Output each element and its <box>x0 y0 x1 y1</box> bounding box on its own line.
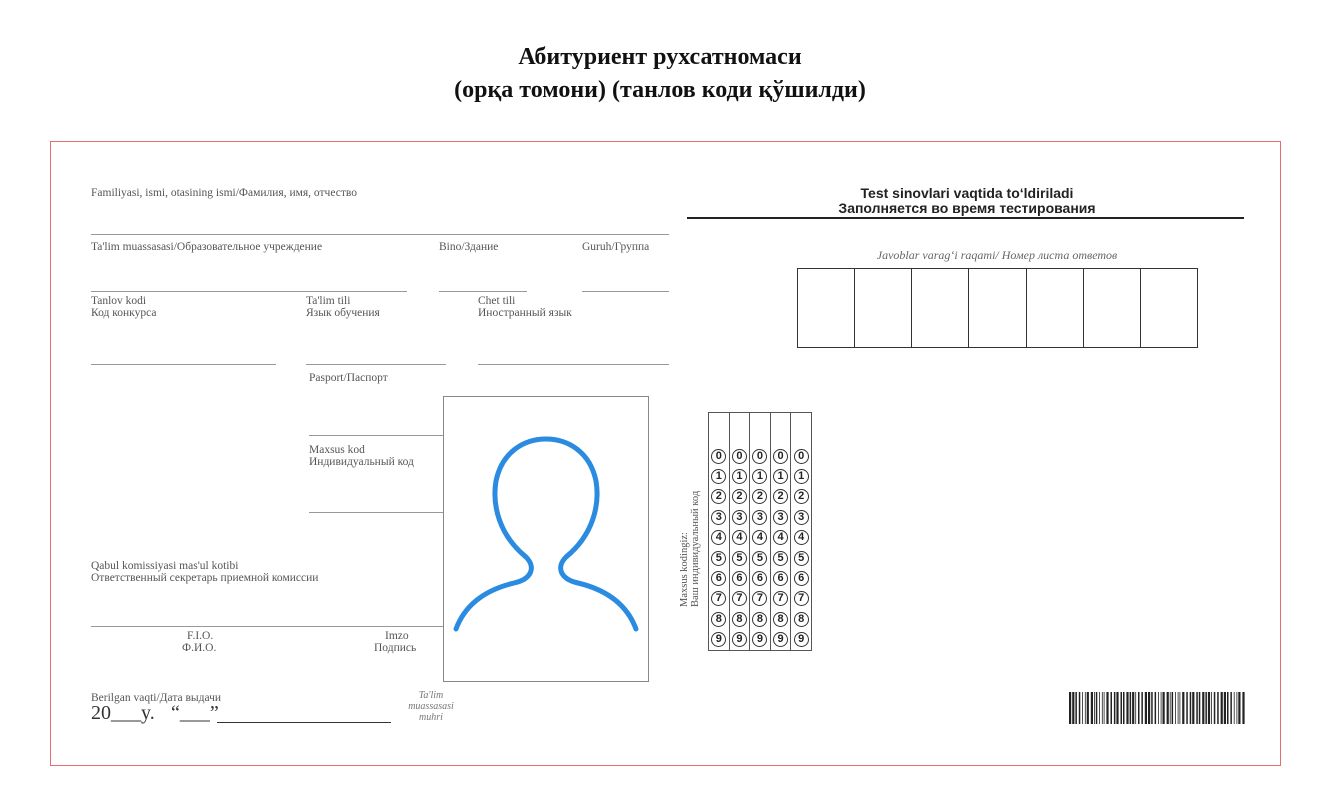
barcode-bar <box>1158 692 1159 724</box>
page-subtitle: (орқа томони) (танлов коди қўшилди) <box>454 77 866 103</box>
digit-box[interactable] <box>1141 269 1197 347</box>
barcode-bar <box>1163 692 1165 724</box>
digit-bubble[interactable]: 0 <box>752 449 767 464</box>
barcode-bar <box>1145 692 1147 724</box>
edu-lang-label: Ta'lim tili <box>306 295 351 307</box>
digit-bubble[interactable]: 2 <box>752 489 767 504</box>
person-silhouette-icon <box>444 397 648 681</box>
committee-line[interactable] <box>91 626 443 627</box>
barcode-bar <box>1075 692 1077 724</box>
digit-bubble[interactable]: 6 <box>794 571 809 586</box>
barcode-bar <box>1175 692 1176 724</box>
barcode-bar <box>1230 692 1232 724</box>
barcode-bar <box>1199 692 1201 724</box>
barcode-bar <box>1238 692 1240 724</box>
bubble-row <box>708 548 812 568</box>
testing-title: Test sinovlari vaqtida to‘ldiriladi <box>860 185 1074 201</box>
stamp-label-1: Ta'lim <box>418 690 444 701</box>
digit-bubble[interactable]: 8 <box>794 612 809 627</box>
barcode-bar <box>1141 692 1143 724</box>
digit-bubble[interactable]: 0 <box>711 449 726 464</box>
bubble-row <box>708 507 812 527</box>
digit-bubble[interactable]: 9 <box>773 632 788 647</box>
digit-bubble[interactable]: 6 <box>773 571 788 586</box>
answer-sheet-label: Javoblar varag‘i raqami/ Номер листа ответов <box>876 248 1118 262</box>
fio-label: F.I.O. <box>187 630 214 642</box>
barcode-bar <box>1132 692 1134 724</box>
digit-bubble[interactable]: 7 <box>752 591 767 606</box>
issue-date-line[interactable] <box>217 722 391 723</box>
digit-bubble[interactable]: 5 <box>752 551 767 566</box>
bubble-row <box>708 630 812 650</box>
digit-bubble[interactable]: 9 <box>752 632 767 647</box>
barcode-bar <box>1211 692 1212 724</box>
barcode-bar <box>1114 692 1116 724</box>
committee-label: Qabul komissiyasi mas'ul kotibi <box>91 560 239 572</box>
digit-bubble[interactable]: 1 <box>752 469 767 484</box>
barcode-bar <box>1116 692 1118 724</box>
stamp-label-2: muassasasi <box>408 701 454 712</box>
special-code-label-ru: Индивидуальный код <box>309 456 414 468</box>
group-line[interactable] <box>582 291 669 292</box>
grid-label-line1: Maxsus kodingiz: <box>679 532 690 607</box>
digit-bubble[interactable]: 9 <box>794 632 809 647</box>
fullname-line[interactable] <box>91 234 669 235</box>
barcode-bar <box>1190 692 1192 724</box>
barcode-bar <box>1227 692 1229 724</box>
digit-bubble[interactable]: 3 <box>711 510 726 525</box>
barcode-bar <box>1087 692 1089 724</box>
digit-bubble[interactable]: 4 <box>773 530 788 545</box>
digit-bubble[interactable]: 3 <box>794 510 809 525</box>
digit-box[interactable] <box>1084 269 1141 347</box>
digit-bubble[interactable]: 1 <box>732 469 747 484</box>
barcode-bar <box>1237 692 1238 724</box>
barcode-bar <box>1172 692 1174 724</box>
barcode-bar <box>1138 692 1140 724</box>
barcode-bar <box>1178 692 1179 724</box>
building-label: Bino/Здание <box>439 241 499 253</box>
barcode-bar <box>1161 692 1162 724</box>
barcode-bar <box>1130 692 1132 724</box>
digit-bubble[interactable]: 8 <box>773 612 788 627</box>
special-code-line[interactable] <box>309 512 443 513</box>
barcode-bar <box>1217 692 1219 724</box>
permit-card <box>50 141 1281 766</box>
digit-bubble[interactable]: 8 <box>752 612 767 627</box>
foreign-lang-label: Chet tili <box>478 295 516 307</box>
barcode-bar <box>1205 692 1207 724</box>
barcode-bar <box>1234 692 1235 724</box>
bubble-row <box>708 446 812 466</box>
digit-bubble[interactable]: 2 <box>773 489 788 504</box>
signature-label: Imzo <box>385 630 409 642</box>
digit-bubble[interactable]: 2 <box>732 489 747 504</box>
barcode-bar <box>1091 692 1093 724</box>
barcode-bar <box>1214 692 1216 724</box>
barcode-bar <box>1202 692 1204 724</box>
digit-bubble[interactable]: 4 <box>711 530 726 545</box>
digit-bubble[interactable]: 7 <box>773 591 788 606</box>
foreign-lang-line[interactable] <box>478 364 669 365</box>
barcode-bar <box>1102 692 1103 724</box>
passport-label: Pasport/Паспорт <box>309 372 388 384</box>
digit-box[interactable] <box>855 269 912 347</box>
barcode-bar <box>1072 692 1074 724</box>
digit-box[interactable] <box>969 269 1026 347</box>
passport-line[interactable] <box>309 435 443 436</box>
barcode <box>1069 692 1247 724</box>
barcode-bar <box>1121 692 1123 724</box>
digit-bubble[interactable]: 4 <box>794 530 809 545</box>
digit-bubble[interactable]: 4 <box>752 530 767 545</box>
barcode-bar <box>1167 692 1169 724</box>
contest-code-label: Tanlov kodi <box>91 295 147 307</box>
barcode-bar <box>1242 692 1244 724</box>
digit-box[interactable] <box>798 269 855 347</box>
bubble-row <box>708 528 812 548</box>
digit-bubble[interactable]: 7 <box>794 591 809 606</box>
barcode-bar <box>1111 692 1113 724</box>
issue-date-year: 20___y. <box>91 702 155 724</box>
barcode-bar <box>1104 692 1105 724</box>
digit-bubble[interactable]: 6 <box>732 571 747 586</box>
fullname-label: Familiyasi, ismi, otasining ismi/Фамилия, имя, отчество <box>91 187 357 199</box>
digit-bubble[interactable]: 5 <box>732 551 747 566</box>
testing-title-ru: Заполняется во время тестирования <box>838 200 1096 216</box>
digit-bubble[interactable]: 6 <box>752 571 767 586</box>
digit-box[interactable] <box>912 269 969 347</box>
digit-bubble[interactable]: 7 <box>732 591 747 606</box>
stamp-label-3: muhri <box>419 712 443 723</box>
special-code-bubble-grid[interactable] <box>708 412 812 651</box>
digit-bubble[interactable]: 9 <box>732 632 747 647</box>
fio-label-ru: Ф.И.О. <box>182 642 217 654</box>
institution-line[interactable] <box>91 291 407 292</box>
contest-code-line[interactable] <box>91 364 276 365</box>
bubble-row <box>708 487 812 507</box>
digit-bubble[interactable]: 5 <box>711 551 726 566</box>
signature-label-ru: Подпись <box>374 642 417 654</box>
barcode-bar <box>1099 692 1100 724</box>
barcode-bar <box>1186 692 1188 724</box>
barcode-bar <box>1082 692 1083 724</box>
issue-date-label: Berilgan vaqti/Дата выдачи <box>91 692 222 704</box>
digit-bubble[interactable]: 8 <box>732 612 747 627</box>
building-line[interactable] <box>439 291 527 292</box>
barcode-bar <box>1123 692 1125 724</box>
special-code-grid-label <box>679 491 701 607</box>
bubble-row <box>708 589 812 609</box>
committee-label-ru: Ответственный секретарь приемной комиссии <box>91 572 319 584</box>
digit-bubble[interactable]: 0 <box>732 449 747 464</box>
digit-bubble[interactable]: 1 <box>773 469 788 484</box>
bubble-row <box>708 568 812 588</box>
digit-bubble[interactable]: 1 <box>711 469 726 484</box>
digit-bubble[interactable]: 4 <box>732 530 747 545</box>
barcode-bar <box>1126 692 1128 724</box>
special-code-label: Maxsus kod <box>309 444 365 456</box>
barcode-bar <box>1148 692 1150 724</box>
answer-sheet-number-boxes[interactable] <box>797 268 1198 348</box>
barcode-bar <box>1224 692 1226 724</box>
barcode-bar <box>1085 692 1086 724</box>
barcode-bar <box>1096 692 1098 724</box>
barcode-bar <box>1079 692 1081 724</box>
grid-entry-cells <box>708 412 812 446</box>
barcode-bar <box>1106 692 1108 724</box>
grid-label-line2: Ваш индивидуальный код <box>690 490 701 607</box>
digit-bubble[interactable]: 3 <box>732 510 747 525</box>
digit-bubble[interactable]: 7 <box>711 591 726 606</box>
barcode-bar <box>1155 692 1157 724</box>
barcode-bar <box>1180 692 1181 724</box>
photo-area[interactable] <box>443 396 649 682</box>
bubble-row <box>708 466 812 486</box>
barcode-bar <box>1196 692 1198 724</box>
barcode-bar <box>1151 692 1153 724</box>
testing-divider <box>687 217 1244 219</box>
page-title: Абитуриент рухсатномаси <box>518 44 802 70</box>
edu-lang-line[interactable] <box>306 364 446 365</box>
digit-box[interactable] <box>1027 269 1084 347</box>
digit-bubble[interactable]: 3 <box>773 510 788 525</box>
foreign-lang-label-ru: Иностранный язык <box>478 307 572 319</box>
barcode-bar <box>1192 692 1194 724</box>
digit-bubble[interactable]: 8 <box>711 612 726 627</box>
digit-bubble[interactable]: 0 <box>794 449 809 464</box>
contest-code-label-ru: Код конкурса <box>91 307 157 319</box>
digit-bubble[interactable]: 2 <box>711 489 726 504</box>
group-label: Guruh/Группа <box>582 241 650 253</box>
digit-bubble[interactable]: 3 <box>752 510 767 525</box>
issue-date-day: “___” <box>171 702 219 724</box>
barcode-bar <box>1135 692 1136 724</box>
edu-lang-label-ru: Язык обучения <box>306 307 380 319</box>
barcode-bar <box>1221 692 1223 724</box>
digit-bubble[interactable]: 1 <box>794 469 809 484</box>
bubble-row <box>708 609 812 629</box>
barcode-bar <box>1069 692 1071 724</box>
barcode-bar <box>1182 692 1184 724</box>
digit-bubble[interactable]: 6 <box>711 571 726 586</box>
institution-label: Ta'lim muassasasi/Образовательное учреждение <box>91 241 323 253</box>
barcode-bar <box>1170 692 1171 724</box>
barcode-bar <box>1094 692 1095 724</box>
digit-bubble[interactable]: 9 <box>711 632 726 647</box>
digit-bubble[interactable]: 5 <box>773 551 788 566</box>
barcode-bar <box>1208 692 1210 724</box>
digit-bubble[interactable]: 5 <box>794 551 809 566</box>
digit-bubble[interactable]: 2 <box>794 489 809 504</box>
digit-bubble[interactable]: 0 <box>773 449 788 464</box>
